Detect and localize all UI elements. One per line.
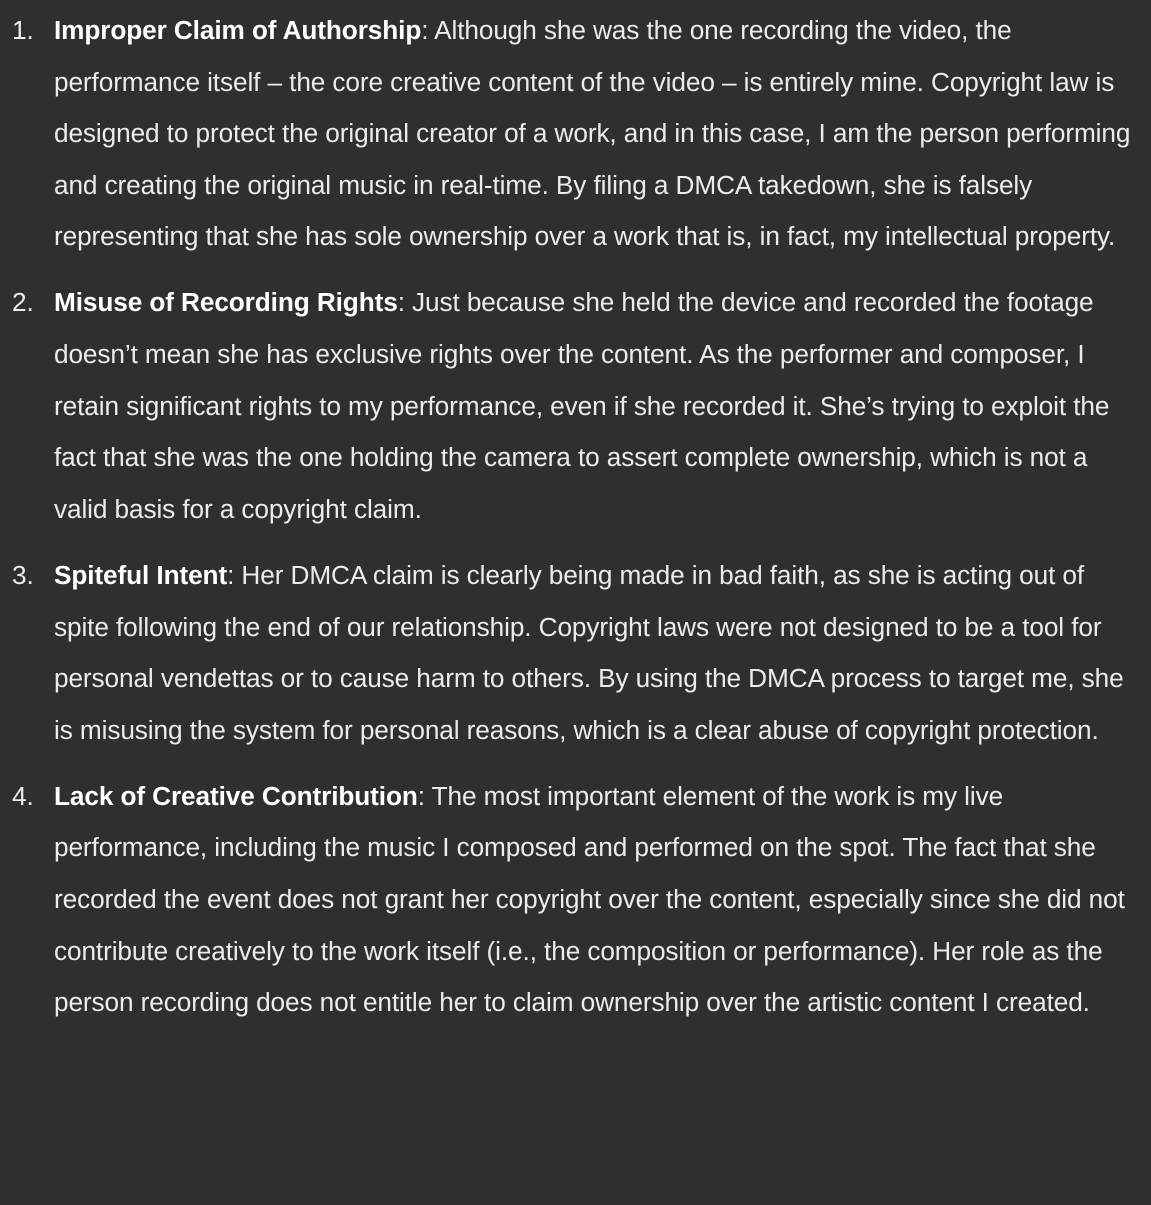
list-item (0, 5, 1137, 263)
list-number: 2. (12, 287, 34, 318)
point-body: : Her DMCA claim is clearly being made in bad faith, as she is acting out of spite following the end of our relationship. Copyright laws were not designed to be a tool for personal vendettas or to cause harm to others. By using the DMCA process to target me, she is misusing the system for personal reasons, which is a clear abuse of copyright protection. (54, 559, 1124, 745)
point-body: : Just because she held the device and recorded the footage doesn’t mean she has exclusive rights over the content. As the performer and composer, I retain significant rights to my performance, even if she recorded it. She’s trying to exploit the fact that she was the one holding the camera to assert complete ownership, which is not a valid basis for a copyright claim. (54, 287, 1110, 524)
list-item (0, 277, 1137, 535)
point-body: : The most important element of the work is my live performance, including the music I composed and performed on the spot. The fact that she recorded the event does not grant her copyright over the content, especially since she did not contribute creatively to the work itself (i.e., the composition or performance). Her role as the person recording does not entitle her to claim ownership over the artistic content I created. (54, 780, 1125, 1018)
point-heading: Spiteful Intent (54, 559, 228, 590)
point-heading: Improper Claim of Authorship (54, 15, 422, 45)
point-heading: Lack of Creative Contribution (54, 780, 418, 811)
list-number: 1. (12, 15, 34, 45)
list-item (0, 771, 1137, 1029)
chat-message-content (0, 5, 1151, 1029)
list-number: 4. (12, 780, 34, 811)
numbered-list (0, 5, 1137, 1029)
list-item (0, 550, 1137, 756)
point-heading: Misuse of Recording Rights (54, 287, 398, 318)
point-body: : Although she was the one recording the video, the performance itself – the core creative content of the video – is entirely mine. Copyright law is designed to protect the original creator of a work, and in this case, I am the person performing and creating the original music in real-time. By filing a DMCA takedown, she is falsely representing that she has sole ownership over a work that is, in fact, my intellectual property. (54, 15, 1131, 252)
list-number: 3. (12, 559, 34, 590)
